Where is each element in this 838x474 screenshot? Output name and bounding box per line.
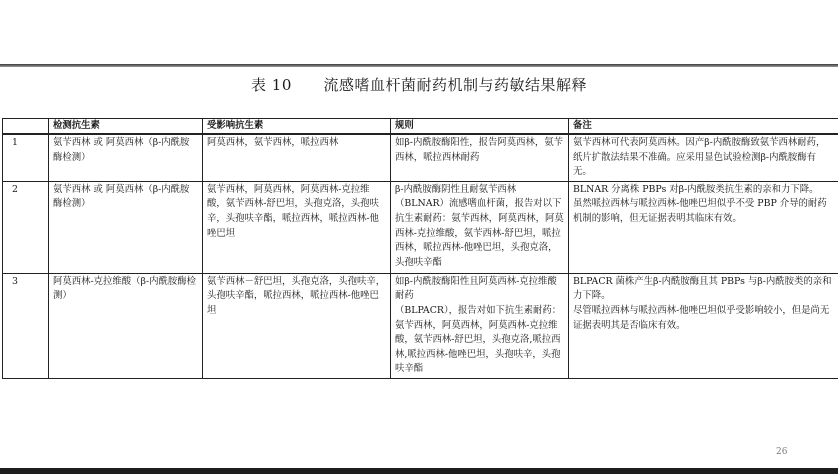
bottom-rule	[0, 468, 838, 474]
rule-cell: 如β-内酰胺酶阳性，报告阿莫西林，氨苄西林，哌拉西林耐药	[391, 134, 569, 181]
rule-paragraph: 如β-内酰胺酶阳性且阿莫西林-克拉维酸耐药	[395, 275, 557, 302]
top-rule	[0, 64, 838, 67]
header-note: 备注	[569, 119, 838, 135]
rule-cell	[391, 273, 569, 378]
note-paragraph: BLPACR 菌株产生β-内酰胺酶且其 PBPs 与β-内酰胺类的亲和力下降。	[573, 275, 832, 302]
row-index: 1	[3, 134, 49, 181]
table-header-row	[3, 119, 838, 135]
affected-antibiotics-cell: 阿莫西林，氨苄西林，哌拉西林	[203, 134, 391, 181]
resistance-table	[2, 118, 838, 379]
header-affected-antibiotics: 受影响抗生素	[203, 119, 391, 135]
tested-antibiotic-cell: 氨苄西林 或 阿莫西林（β-内酰胺酶检测）	[49, 181, 203, 273]
header-index	[3, 119, 49, 135]
note-cell: 氨苄西林可代表阿莫西林。因产β-内酰胺酶致氨苄西林耐药，纸片扩散法结果不准确。应采用显色试验检测β-内酰胺酶有无。	[569, 134, 838, 181]
note-cell	[569, 181, 838, 273]
table-row	[3, 134, 838, 181]
row-index: 2	[3, 181, 49, 273]
tested-antibiotic-cell: 氨苄西林 或 阿莫西林（β-内酰胺酶检测）	[49, 134, 203, 181]
header-tested-antibiotic: 检测抗生素	[49, 119, 203, 135]
table-row	[3, 273, 838, 378]
table-row	[3, 181, 838, 273]
header-rule: 规则	[391, 119, 569, 135]
affected-antibiotics-cell: 氨苄西林，阿莫西林，阿莫西林-克拉维酸，氨苄西林-舒巴坦，头孢克洛，头孢呋辛，头孢呋辛酯，哌拉西林，哌拉西林-他唑巴坦	[203, 181, 391, 273]
rule-cell: β-内酰胺酶阴性且耐氨苄西林（BLNAR）流感嗜血杆菌，报告对以下抗生素耐药：氨苄西林，阿莫西林，阿莫西林-克拉维酸，氨苄西林-舒巴坦，哌拉西林，哌拉西林-他唑巴坦，头孢克洛，头孢呋辛酯	[391, 181, 569, 273]
note-cell	[569, 273, 838, 378]
note-paragraph: 虽然哌拉西林与哌拉西林-他唑巴坦似乎不受 PBP 介导的耐药机制的影响，但无证据表明其临床有效。	[573, 198, 827, 224]
note-paragraph: BLNAR 分离株 PBPs 对β-内酰胺类抗生素的亲和力下降。	[573, 183, 819, 195]
note-paragraph: 尽管哌拉西林与哌拉西林-他唑巴坦似乎受影响较小，但是尚无证据表明其是否临床有效。	[573, 304, 830, 331]
row-index: 3	[3, 273, 49, 378]
table-title: 表 10 流感嗜血杆菌耐药机制与药敏结果解释	[251, 76, 587, 94]
tested-antibiotic-cell: 阿莫西林-克拉维酸（β-内酰胺酶检测）	[49, 273, 203, 378]
affected-antibiotics-cell: 氨苄西林－舒巴坦，头孢克洛，头孢呋辛，头孢呋辛酯，哌拉西林，哌拉西林-他唑巴坦	[203, 273, 391, 378]
page-number: 26	[776, 447, 788, 457]
rule-paragraph: （BLPACR），报告对如下抗生素耐药：氨苄西林，阿莫西林，阿莫西林-克拉维酸，氨苄西林-舒巴坦，头孢克洛,哌拉西林,哌拉西林-他唑巴坦，头孢呋辛，头孢呋辛酯	[395, 304, 562, 375]
